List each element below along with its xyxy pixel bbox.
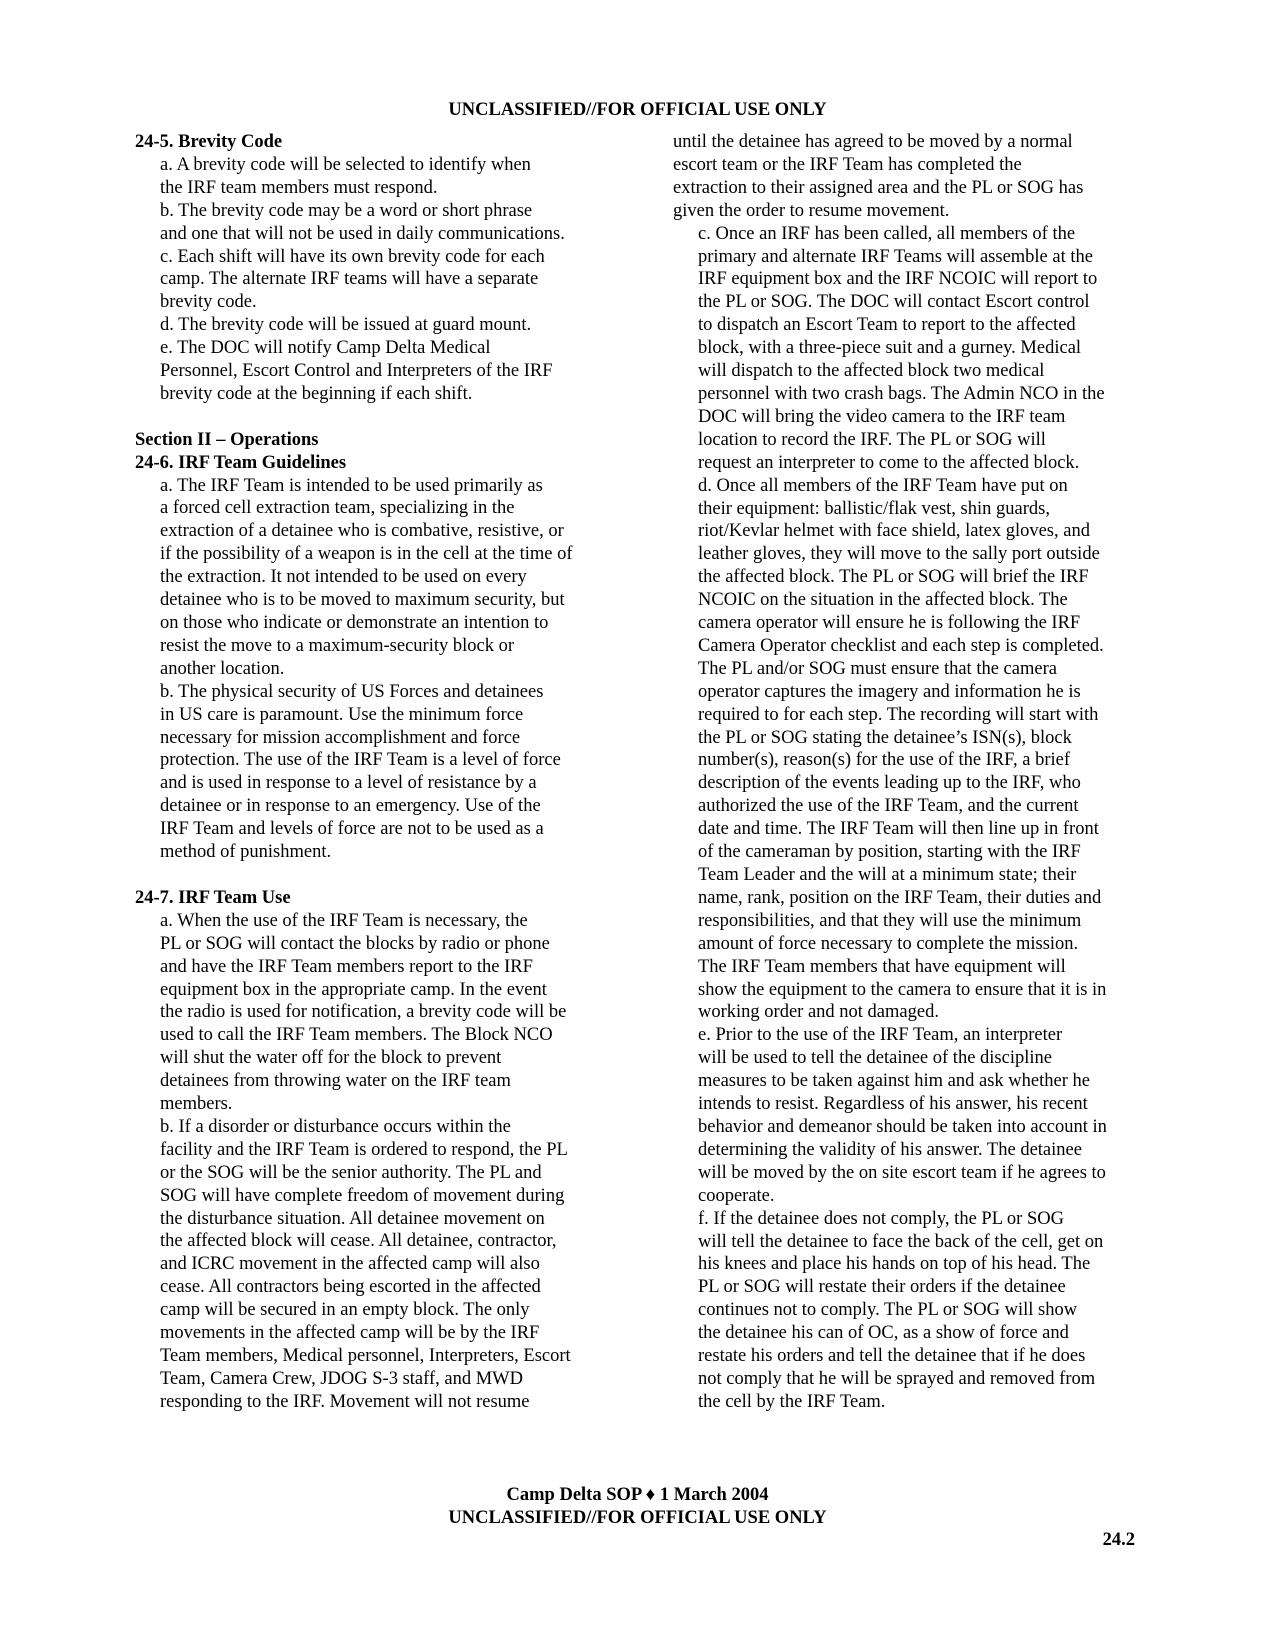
text-line: or the SOG will be the senior authority. The PL and	[160, 1162, 542, 1183]
left-column	[135, 131, 597, 1414]
text-line: IRF equipment box and the IRF NCOIC will report to	[698, 269, 1098, 290]
text-line: measures to be taken against him and ask whether he	[698, 1071, 1090, 1092]
para-24-7-b	[135, 1116, 597, 1414]
text-line: location to record the IRF. The PL or SOG will	[698, 429, 1046, 450]
text-line: continues not to comply. The PL or SOG will show	[698, 1300, 1078, 1321]
text-line: working order and not damaged.	[698, 1002, 939, 1023]
para-24-7-f	[673, 1208, 1143, 1414]
text-line: escort team or the IRF Team has completed the	[673, 154, 1022, 175]
section-24-7-heading: 24-7. IRF Team Use	[135, 887, 291, 908]
text-line: extraction to their assigned area and the PL or SOG has	[673, 177, 1084, 198]
text-line: the disturbance situation. All detainee movement on	[160, 1208, 545, 1229]
text-line: e. The DOC will notify Camp Delta Medical	[160, 338, 491, 359]
text-line: and have the IRF Team members report to the IRF	[160, 956, 533, 977]
text-line: c. Once an IRF has been called, all members of the	[698, 223, 1076, 244]
text-line: PL or SOG will restate their orders if the detainee	[698, 1277, 1066, 1298]
text-line: cease. All contractors being escorted in the affected	[160, 1277, 541, 1298]
para-24-6-a	[135, 475, 597, 681]
text-line: The IRF Team members that have equipment will	[698, 956, 1066, 977]
text-line: cooperate.	[698, 1185, 775, 1206]
text-line: d. Once all members of the IRF Team have put on	[698, 475, 1068, 496]
text-line: the extraction. It not intended to be used on every	[160, 567, 527, 588]
text-line: the PL or SOG stating the detainee’s ISN(s), block	[698, 727, 1072, 748]
text-line: of the cameraman by position, starting with the IRF	[698, 842, 1081, 863]
text-line: detainee or in response to an emergency. Use of the	[160, 796, 541, 817]
text-line: primary and alternate IRF Teams will assemble at the	[698, 246, 1093, 267]
text-line: c. Each shift will have its own brevity code for each	[160, 246, 545, 267]
footer-classification: UNCLASSIFIED//FOR OFFICIAL USE ONLY	[448, 1508, 827, 1528]
text-line: not comply that he will be sprayed and removed from	[698, 1368, 1096, 1389]
text-line: will dispatch to the affected block two medical	[698, 361, 1045, 382]
text-line: show the equipment to the camera to ensure that it is in	[698, 979, 1107, 1000]
text-line: camp. The alternate IRF teams will have a separate	[160, 269, 539, 290]
text-line: members.	[160, 1094, 233, 1115]
text-line: DOC will bring the video camera to the IRF team	[698, 406, 1066, 427]
page-number: 24.2	[1102, 1530, 1135, 1550]
text-line: restate his orders and tell the detainee that if he does	[698, 1346, 1086, 1367]
page-footer	[0, 1484, 1275, 1530]
text-line: date and time. The IRF Team will then line up in front	[698, 819, 1099, 840]
text-line: the IRF team members must respond.	[160, 177, 438, 198]
text-line: required to for each step. The recording will start with	[698, 704, 1099, 725]
text-line: the cell by the IRF Team.	[698, 1391, 886, 1412]
text-line: Camera Operator checklist and each step is completed.	[698, 635, 1104, 656]
text-line: the PL or SOG. The DOC will contact Escort control	[698, 292, 1090, 313]
text-line: personnel with two crash bags. The Admin NCO in the	[698, 383, 1105, 404]
text-line: b. If a disorder or disturbance occurs within the	[160, 1116, 511, 1137]
text-line: extraction of a detainee who is combative, resistive, or	[160, 521, 564, 542]
text-line: SOG will have complete freedom of movement during	[160, 1185, 565, 1206]
text-line: d. The brevity code will be issued at guard mount.	[160, 315, 532, 336]
text-line: to dispatch an Escort Team to report to the affected	[698, 315, 1076, 336]
text-line: resist the move to a maximum-security block or	[160, 635, 514, 656]
text-line: their equipment: ballistic/flak vest, shin guards,	[698, 498, 1050, 519]
para-24-7-a	[135, 910, 597, 1116]
text-line: the detainee his can of OC, as a show of force and	[698, 1323, 1069, 1344]
text-line: will be used to tell the detainee of the discipline	[698, 1048, 1052, 1069]
text-line: name, rank, position on the IRF Team, their duties and	[698, 887, 1102, 908]
text-line: a. A brevity code will be selected to identify when	[160, 154, 531, 175]
text-line: request an interpreter to come to the affected block.	[698, 452, 1080, 473]
text-line: given the order to resume movement.	[673, 200, 950, 221]
text-line: Team members, Medical personnel, Interpreters, Escort	[160, 1346, 571, 1366]
text-line: protection. The use of the IRF Team is a level of force	[160, 750, 561, 771]
text-line: will tell the detainee to face the back of the cell, get on	[698, 1231, 1104, 1252]
text-line: e. Prior to the use of the IRF Team, an interpreter	[698, 1025, 1063, 1046]
text-line: a. When the use of the IRF Team is necessary, the	[160, 910, 528, 931]
text-line: and one that will not be used in daily communications.	[160, 223, 565, 244]
text-line: block, with a three-piece suit and a gurney. Medical	[698, 338, 1082, 359]
text-line: operator captures the imagery and information he is	[698, 681, 1081, 702]
footer-doc-title: Camp Delta SOP ♦ 1 March 2004	[506, 1485, 769, 1505]
text-line: authorized the use of the IRF Team, and the current	[698, 796, 1079, 817]
text-line: PL or SOG will contact the blocks by radio or phone	[160, 933, 550, 954]
section-ii-heading: Section II – Operations	[135, 429, 319, 450]
text-line: responsibilities, and that they will use the minimum	[698, 910, 1082, 931]
right-column	[673, 131, 1143, 1414]
text-line: b. The brevity code may be a word or short phrase	[160, 200, 533, 221]
text-line: and is used in response to a level of resistance by a	[160, 773, 537, 794]
text-line: the affected block. The PL or SOG will brief the IRF	[698, 567, 1089, 588]
spacer	[135, 864, 597, 887]
text-line: riot/Kevlar helmet with face shield, latex gloves, and	[698, 521, 1090, 542]
text-line: responding to the IRF. Movement will not resume	[160, 1391, 530, 1412]
para-24-7-e	[673, 1024, 1143, 1207]
spacer	[135, 406, 597, 429]
text-line: method of punishment.	[160, 842, 332, 863]
text-line: b. The physical security of US Forces and detainees	[160, 681, 544, 702]
text-line: Personnel, Escort Control and Interpreters of the IRF	[160, 361, 553, 382]
text-line: facility and the IRF Team is ordered to respond, the PL	[160, 1139, 568, 1160]
text-line: the radio is used for notification, a brevity code will be	[160, 1002, 567, 1023]
text-line: necessary for mission accomplishment and force	[160, 727, 521, 748]
section-24-5-heading: 24-5. Brevity Code	[135, 132, 283, 152]
text-line: equipment box in the appropriate camp. In the event	[160, 979, 547, 1000]
text-line: a. The IRF Team is intended to be used primarily as	[160, 475, 543, 496]
text-line: detainee who is to be moved to maximum security, but	[160, 590, 565, 611]
text-line: until the detainee has agreed to be moved by a normal	[673, 132, 1073, 152]
text-line: brevity code at the beginning if each shift.	[160, 383, 473, 404]
text-line: Team, Camera Crew, JDOG S-3 staff, and MWD	[160, 1368, 523, 1389]
text-line: amount of force necessary to complete the mission.	[698, 933, 1079, 954]
text-line: camp will be secured in an empty block. The only	[160, 1300, 530, 1321]
para-24-6-b	[135, 681, 597, 864]
para-24-5-b	[135, 200, 597, 246]
text-line: The PL and/or SOG must ensure that the camera	[698, 658, 1057, 679]
text-line: NCOIC on the situation in the affected block. The	[698, 590, 1068, 611]
text-line: determining the validity of his answer. The detainee	[698, 1139, 1082, 1160]
text-line: leather gloves, they will move to the sally port outside	[698, 544, 1100, 565]
text-line: a forced cell extraction team, specializing in the	[160, 498, 515, 519]
text-line: camera operator will ensure he is following the IRF	[698, 613, 1081, 634]
text-line: number(s), reason(s) for the use of the IRF, a brief	[698, 750, 1070, 771]
text-line: description of the events leading up to the IRF, who	[698, 773, 1081, 794]
para-24-7-c	[673, 223, 1143, 475]
text-line: intends to resist. Regardless of his answer, his recent	[698, 1094, 1088, 1115]
text-line: will be moved by the on site escort team if he agrees to	[698, 1162, 1106, 1183]
text-line: on those who indicate or demonstrate an intention to	[160, 613, 549, 634]
para-24-7-b-continued	[673, 131, 1143, 223]
text-line: IRF Team and levels of force are not to be used as a	[160, 819, 544, 840]
text-line: the affected block will cease. All detainee, contractor,	[160, 1231, 557, 1252]
text-line: detainees from throwing water on the IRF team	[160, 1071, 511, 1092]
text-line: movements in the affected camp will be by the IRF	[160, 1323, 540, 1344]
text-line: will shut the water off for the block to prevent	[160, 1048, 502, 1069]
text-line: f. If the detainee does not comply, the PL or SOG	[698, 1208, 1064, 1229]
para-24-5-c	[135, 246, 597, 315]
text-line: behavior and demeanor should be taken into account in	[698, 1116, 1107, 1137]
text-line: another location.	[160, 658, 285, 679]
para-24-7-d	[673, 475, 1143, 1025]
text-line: if the possibility of a weapon is in the cell at the time of	[160, 544, 573, 565]
text-line: used to call the IRF Team members. The Block NCO	[160, 1025, 553, 1046]
text-line: brevity code.	[160, 292, 257, 313]
classification-header: UNCLASSIFIED//FOR OFFICIAL USE ONLY	[448, 100, 827, 120]
text-line: Team Leader and the will at a minimum state; their	[698, 865, 1077, 885]
text-line: in US care is paramount. Use the minimum force	[160, 704, 524, 725]
section-24-6-heading: 24-6. IRF Team Guidelines	[135, 452, 347, 473]
text-line: and ICRC movement in the affected camp will also	[160, 1254, 540, 1275]
text-line: his knees and place his hands on top of his head. The	[698, 1254, 1091, 1275]
para-24-5-a	[135, 154, 597, 200]
para-24-5-d	[135, 314, 597, 337]
para-24-5-e	[135, 337, 597, 406]
